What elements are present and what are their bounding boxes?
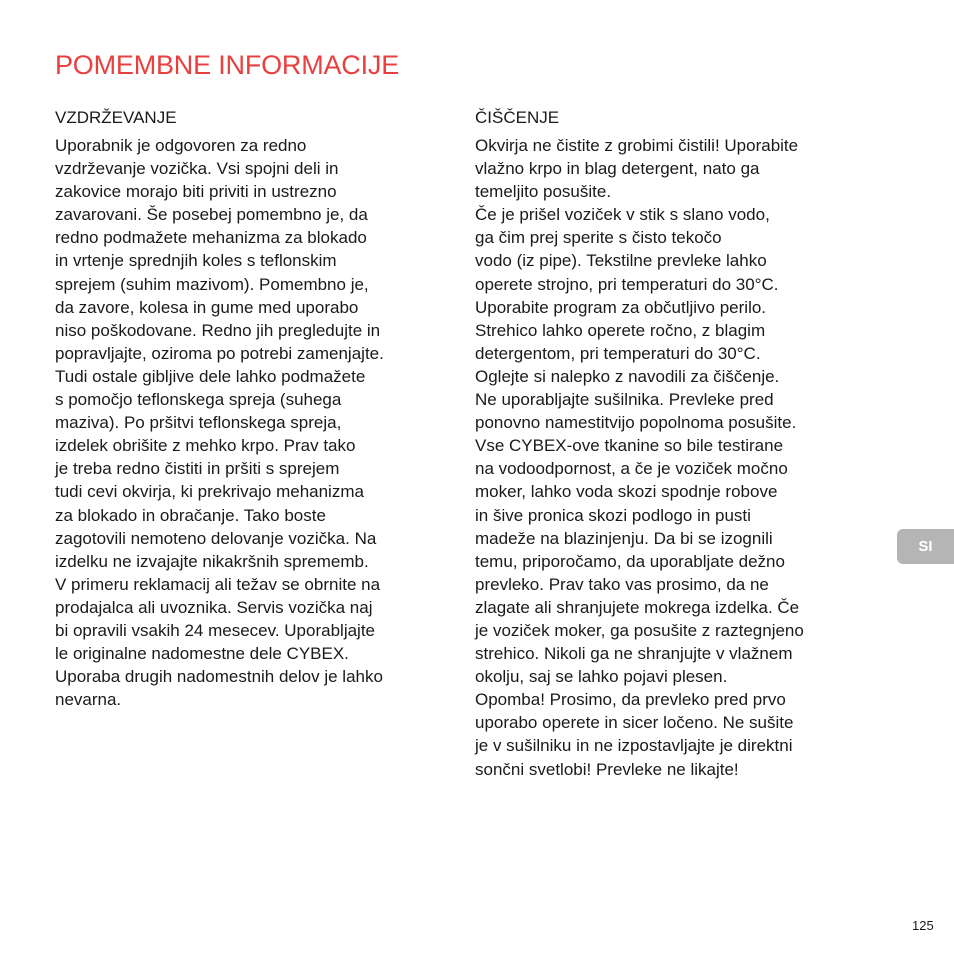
cleaning-heading: ČIŠČENJE xyxy=(475,108,560,127)
text-line: Uporabnik je odgovoren za redno xyxy=(55,136,307,155)
text-line: ga čim prej sperite s čisto tekočo xyxy=(475,228,722,248)
text-line: zakovice morajo biti priviti in ustrezno xyxy=(55,182,337,202)
page-title: POMEMBNE INFORMACIJE xyxy=(55,50,400,80)
text-line: uporabo operete in sicer ločeno. Ne sušite xyxy=(475,713,794,733)
text-line: Ne uporabljajte sušilnika. Prevleke pred xyxy=(475,390,774,410)
text-line: moker, lahko voda skozi spodnje robove xyxy=(475,482,778,502)
maintenance-heading: VZDRŽEVANJE xyxy=(55,108,177,127)
text-line: bi opravili vsakih 24 mesecev. Uporabljajte xyxy=(55,620,376,640)
text-line: strehico. Nikoli ga ne shranjujte v vlažnem xyxy=(475,644,793,664)
text-line: izdelku ne izvajajte nikakršnih sprememb. xyxy=(55,551,369,571)
maintenance-section xyxy=(55,108,450,711)
text-line: Uporaba drugih nadomestnih delov je lahko xyxy=(55,667,383,687)
text-line: prevleko. Prav tako vas prosimo, da ne xyxy=(475,574,769,594)
text-line: je voziček moker, ga posušite z raztegnjeno xyxy=(475,620,804,640)
cleaning-body xyxy=(475,134,870,781)
text-line: na vodoodpornost, a če je voziček močno xyxy=(475,459,788,479)
text-line: vzdrževanje vozička. Vsi spojni deli in xyxy=(55,159,339,179)
text-line: je v sušilniku in ne izpostavljajte je direktni xyxy=(475,736,793,756)
text-line: sprejem (suhim mazivom). Pomembno je, xyxy=(55,274,369,294)
text-line: Strehico lahko operete ročno, z blagim xyxy=(475,320,766,340)
maintenance-body xyxy=(55,134,450,711)
text-line: Če je prišel voziček v stik s slano vodo, xyxy=(475,205,770,225)
text-line: je treba redno čistiti in pršiti s sprejem xyxy=(55,459,340,479)
page-number: 125 xyxy=(912,918,934,933)
text-line: V primeru reklamacij ali težav se obrnite na xyxy=(55,574,381,594)
text-line: Opomba! Prosimo, da prevleko pred prvo xyxy=(475,690,786,710)
text-line: Oglejte si nalepko z navodili za čiščenje. xyxy=(475,366,780,386)
text-line: izdelek obrišite z mehko krpo. Prav tako xyxy=(55,436,356,456)
text-line: nevarna. xyxy=(55,690,122,710)
text-line: vlažno krpo in blag detergent, nato ga xyxy=(475,159,760,179)
text-line: da zavore, kolesa in gume med uporabo xyxy=(55,297,359,317)
text-line: le originalne nadomestne dele CYBEX. xyxy=(55,644,349,664)
text-line: detergentom, pri temperaturi do 30°C. xyxy=(475,343,761,363)
text-line: temu, priporočamo, da uporabljate dežno xyxy=(475,551,785,571)
text-line: s pomočjo teflonskega spreja (suhega xyxy=(55,390,342,410)
text-line: Uporabite program za občutljivo perilo. xyxy=(475,297,767,317)
text-line: temeljito posušite. xyxy=(475,182,612,202)
text-line: madeže na blazinjenju. Da bi se izognili xyxy=(475,528,773,548)
text-line: za blokado in obračanje. Tako boste xyxy=(55,505,326,525)
text-line: Okvirja ne čistite z grobimi čistili! Uporabite xyxy=(475,136,799,155)
text-line: redno podmažete mehanizma za blokado xyxy=(55,228,367,248)
text-line: popravljajte, oziroma po potrebi zamenjajte. xyxy=(55,343,384,363)
text-line: niso poškodovane. Redno jih pregledujte in xyxy=(55,320,381,340)
text-line: vodo (iz pipe). Tekstilne prevleke lahko xyxy=(475,251,767,271)
text-line: zavarovani. Še posebej pomembno je, da xyxy=(55,205,368,225)
language-tab: SI xyxy=(897,529,954,564)
text-line: in šive pronica skozi podlogo in pusti xyxy=(475,505,751,525)
text-line: sončni svetlobi! Prevleke ne likajte! xyxy=(475,759,739,779)
text-line: Vse CYBEX-ove tkanine so bile testirane xyxy=(475,436,784,456)
text-line: in vrtenje sprednjih koles s teflonskim xyxy=(55,251,337,271)
text-line: maziva). Po pršitvi teflonskega spreja, xyxy=(55,413,342,433)
text-line: zagotovili nemoteno delovanje vozička. Na xyxy=(55,528,377,548)
text-line: operete strojno, pri temperaturi do 30°C. xyxy=(475,274,779,294)
text-line: tudi cevi okvirja, ki prekrivajo mehanizma xyxy=(55,482,364,502)
text-line: prodajalca ali uvoznika. Servis vozička naj xyxy=(55,597,373,617)
text-line: okolju, saj se lahko pojavi plesen. xyxy=(475,667,728,687)
cleaning-section xyxy=(475,108,870,781)
text-line: ponovno namestitvijo popolnoma posušite. xyxy=(475,413,797,433)
text-line: Tudi ostale gibljive dele lahko podmažete xyxy=(55,366,366,386)
text-line: zlagate ali shranjujete mokrega izdelka. Če xyxy=(475,597,800,617)
